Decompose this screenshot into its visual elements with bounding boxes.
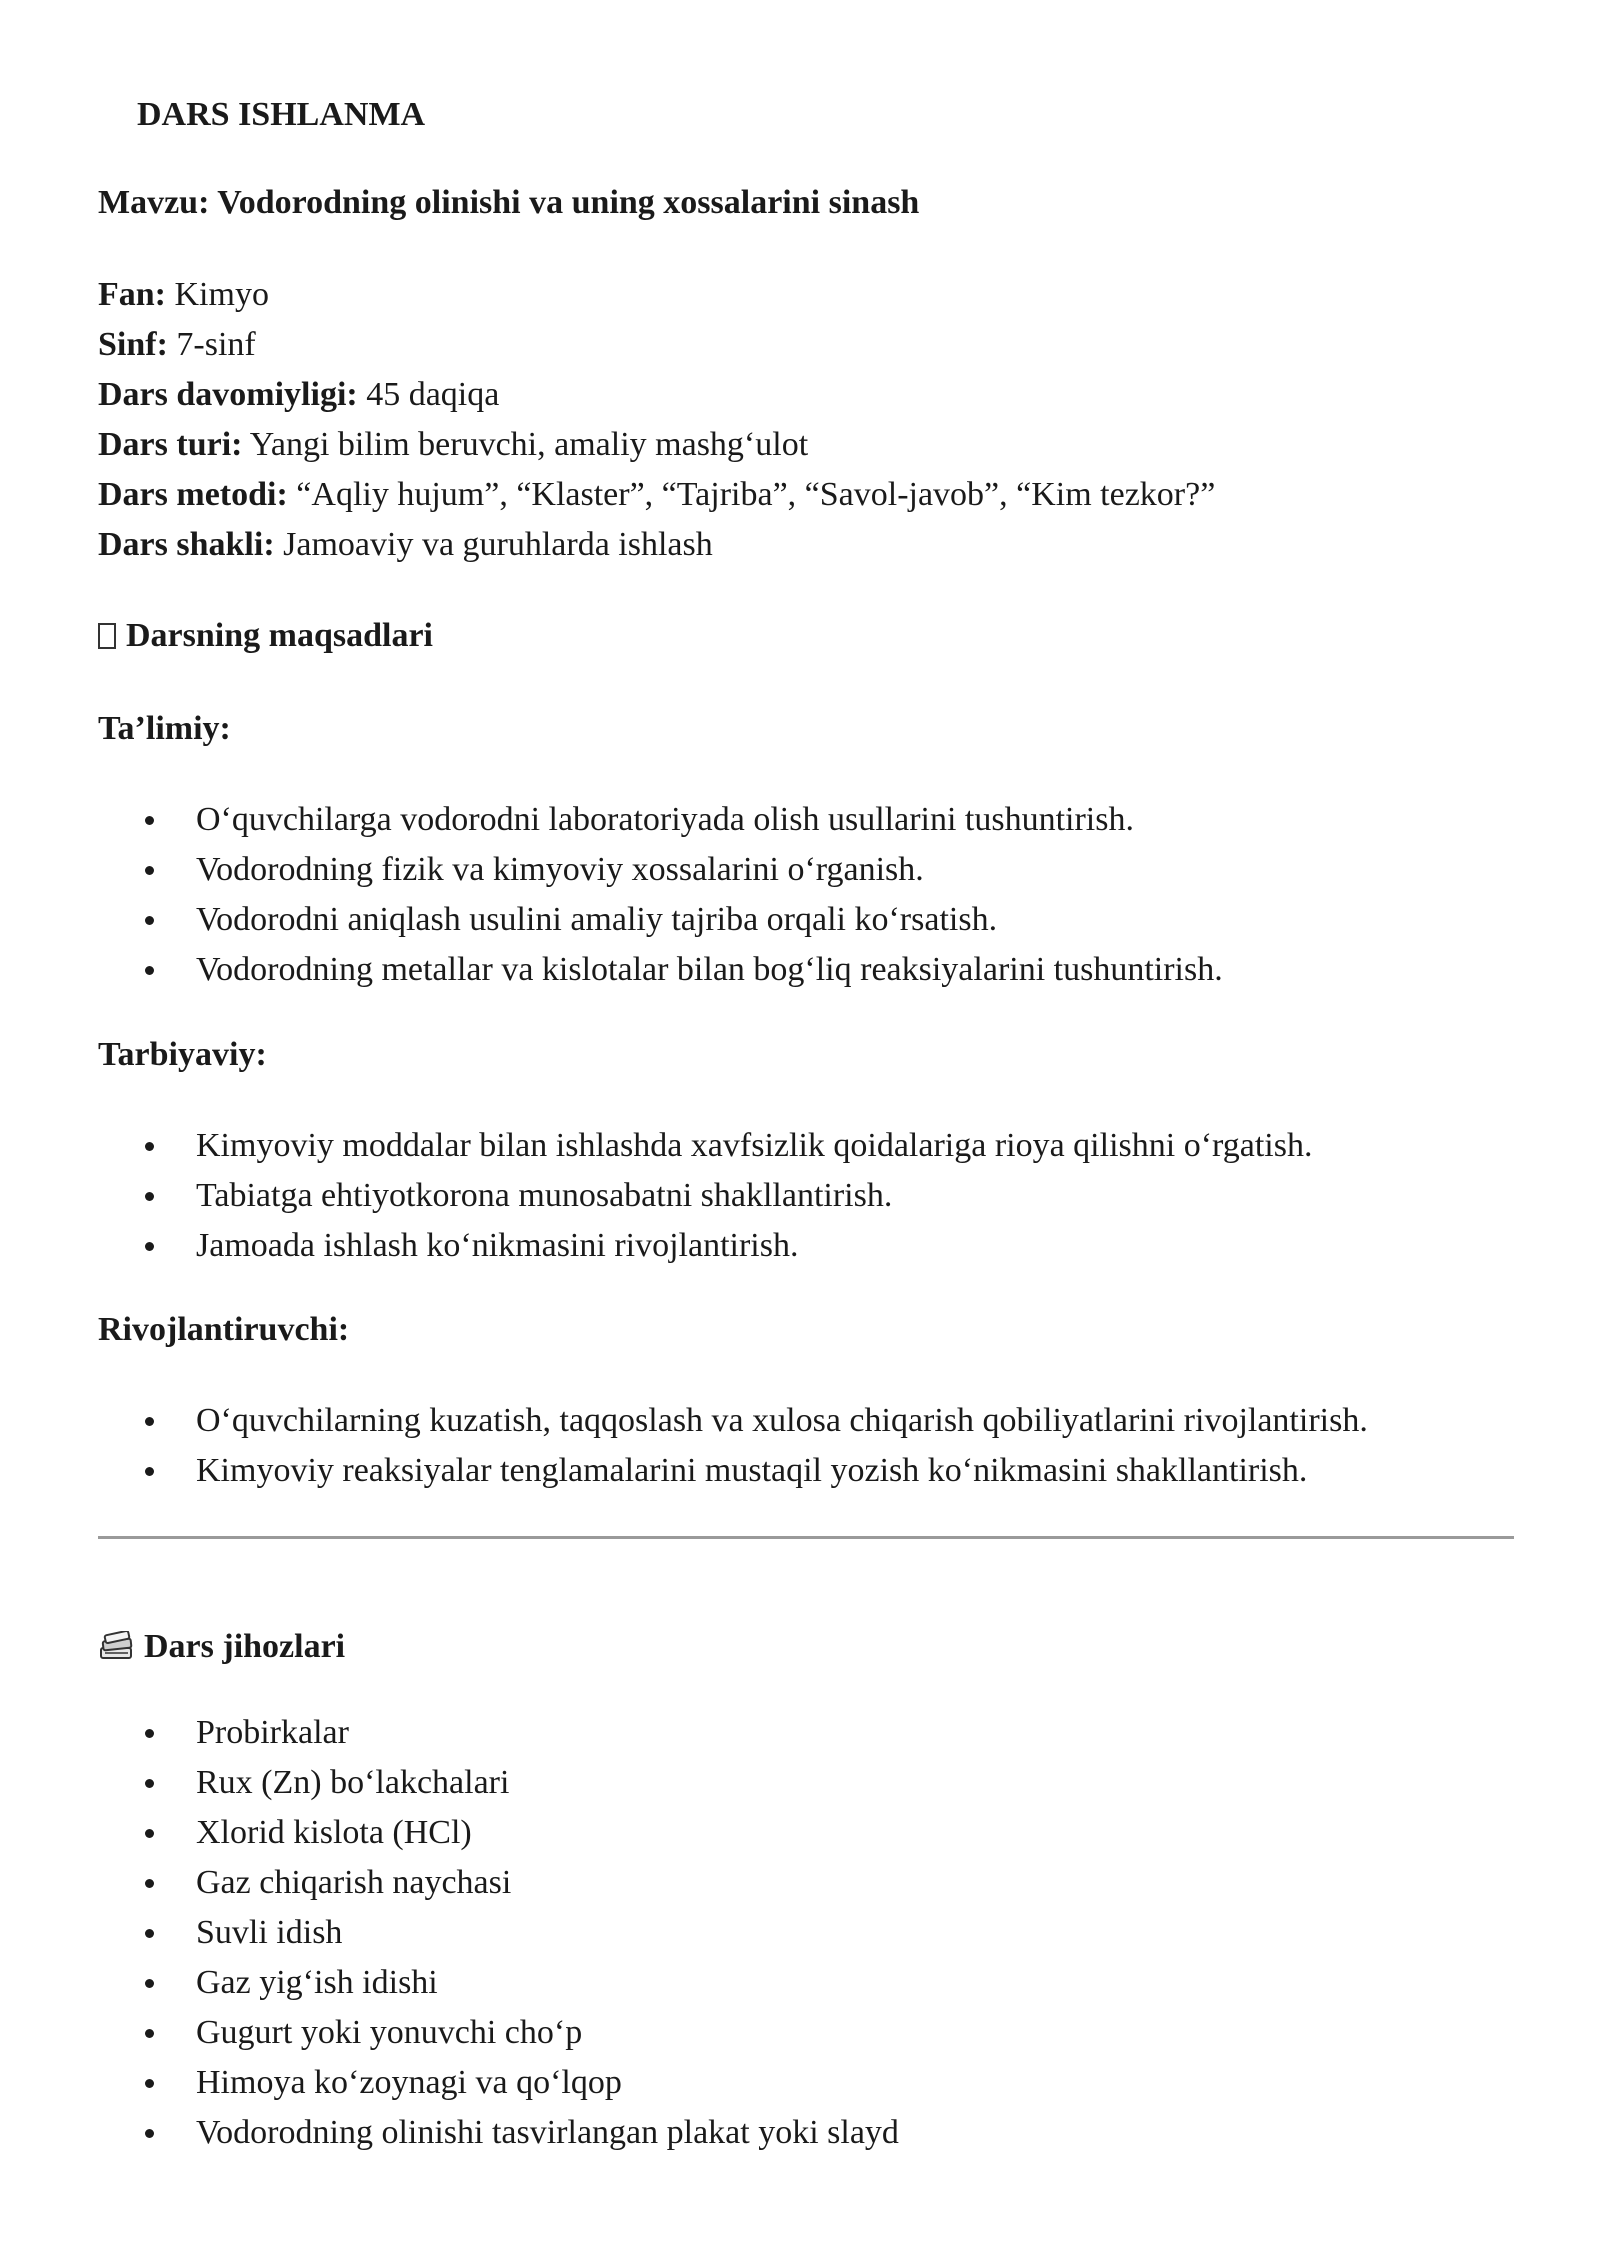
list-item: Vodorodning metallar va kislotalar bilan bog‘liq reaksiyalarini tushuntirish. bbox=[0, 945, 1223, 995]
upbringing-goals-list bbox=[0, 1121, 1312, 1271]
meta-value: Kimyo bbox=[166, 276, 269, 313]
meta-label: Dars davomiyligi: bbox=[98, 376, 358, 413]
developmental-goals-heading: Rivojlantiruvchi: bbox=[98, 1311, 350, 1348]
document-title: DARS ISHLANMA bbox=[137, 96, 426, 133]
missing-glyph-icon bbox=[98, 623, 116, 649]
upbringing-goals-heading: Tarbiyaviy: bbox=[98, 1036, 267, 1073]
list-item: Gaz yig‘ish idishi bbox=[0, 1958, 899, 2008]
list-item: Suvli idish bbox=[0, 1908, 899, 1958]
list-item: O‘quvchilarning kuzatish, taqqoslash va xulosa chiqarish qobiliyatlarini rivojlantirish. bbox=[0, 1396, 1368, 1446]
goals-heading bbox=[98, 617, 433, 655]
list-item: Kimyoviy moddalar bilan ishlashda xavfsizlik qoidalariga rioya qilishni o‘rgatish. bbox=[0, 1121, 1312, 1171]
meta-lesson-method bbox=[98, 470, 1215, 520]
section-divider bbox=[98, 1536, 1514, 1539]
list-item: Probirkalar bbox=[0, 1708, 899, 1758]
meta-duration bbox=[98, 370, 1215, 420]
lesson-meta bbox=[98, 270, 1215, 570]
list-item: O‘quvchilarga vodorodni laboratoriyada olish usullarini tushuntirish. bbox=[0, 795, 1223, 845]
list-item: Jamoada ishlash ko‘nikmasini rivojlantirish. bbox=[0, 1221, 1312, 1271]
equipment-heading-text: Dars jihozlari bbox=[144, 1628, 346, 1665]
list-item: Gugurt yoki yonuvchi cho‘p bbox=[0, 2008, 899, 2058]
lesson-topic: Mavzu: Vodorodning olinishi va uning xossalarini sinash bbox=[98, 184, 920, 221]
meta-subject bbox=[98, 270, 1215, 320]
meta-value: “Aqliy hujum”, “Klaster”, “Tajriba”, “Savol-javob”, “Kim tezkor?” bbox=[287, 476, 1216, 513]
educational-goals-list bbox=[0, 795, 1223, 995]
list-item: Vodorodning fizik va kimyoviy xossalarini o‘rganish. bbox=[0, 845, 1223, 895]
list-item: Himoya ko‘zoynagi va qo‘lqop bbox=[0, 2058, 899, 2108]
books-icon bbox=[98, 1631, 134, 1661]
meta-label: Sinf: bbox=[98, 326, 168, 363]
meta-label: Fan: bbox=[98, 276, 166, 313]
meta-label: Dars shakli: bbox=[98, 526, 275, 563]
equipment-heading bbox=[98, 1628, 345, 1666]
meta-grade bbox=[98, 320, 1215, 370]
meta-label: Dars turi: bbox=[98, 426, 243, 463]
list-item: Rux (Zn) bo‘lakchalari bbox=[0, 1758, 899, 1808]
meta-lesson-form bbox=[98, 520, 1215, 570]
goals-heading-text: Darsning maqsadlari bbox=[126, 617, 433, 654]
equipment-list bbox=[0, 1708, 899, 2158]
list-item: Vodorodni aniqlash usulini amaliy tajriba orqali ko‘rsatish. bbox=[0, 895, 1223, 945]
list-item: Tabiatga ehtiyotkorona munosabatni shakllantirish. bbox=[0, 1171, 1312, 1221]
educational-goals-heading: Ta’limiy: bbox=[98, 710, 231, 747]
meta-lesson-type bbox=[98, 420, 1215, 470]
list-item: Gaz chiqarish naychasi bbox=[0, 1858, 899, 1908]
meta-label: Dars metodi: bbox=[98, 476, 288, 513]
meta-value: 7-sinf bbox=[167, 326, 256, 363]
developmental-goals-list bbox=[0, 1396, 1368, 1496]
list-item: Xlorid kislota (HCl) bbox=[0, 1808, 899, 1858]
meta-value: 45 daqiqa bbox=[357, 376, 500, 413]
list-item: Kimyoviy reaksiyalar tenglamalarini mustaqil yozish ko‘nikmasini shakllantirish. bbox=[0, 1446, 1368, 1496]
list-item: Vodorodning olinishi tasvirlangan plakat yoki slayd bbox=[0, 2108, 899, 2158]
meta-value: Yangi bilim beruvchi, amaliy mashg‘ulot bbox=[242, 426, 809, 463]
meta-value: Jamoaviy va guruhlarda ishlash bbox=[274, 526, 713, 563]
